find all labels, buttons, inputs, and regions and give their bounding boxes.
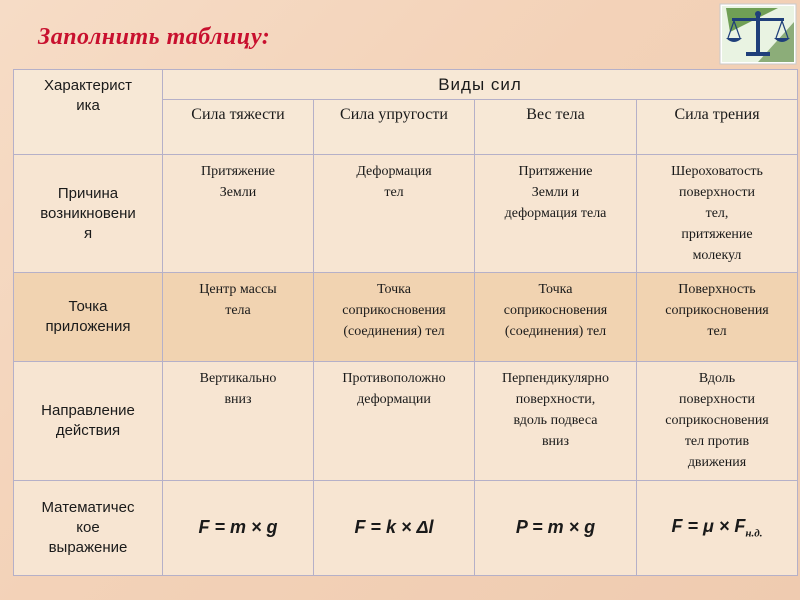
- column-header: Сила тяжести: [163, 100, 314, 155]
- group-header: Виды сил: [163, 70, 798, 100]
- cell-line: притяжение: [681, 227, 753, 243]
- cell-line: Перпендикулярно: [501, 370, 610, 386]
- row-header-line: действия: [55, 421, 121, 439]
- cell-line: вниз: [224, 391, 252, 407]
- formula-cell: [475, 480, 637, 575]
- cell-line: Притяжение: [518, 164, 593, 180]
- cell-line: вниз: [541, 433, 570, 449]
- table-cell: [637, 273, 798, 361]
- cell-line: Земли и: [531, 185, 580, 201]
- cell-line: тел против: [684, 433, 750, 449]
- formula-text: P = m × g: [515, 517, 596, 538]
- row-header-line: Причина: [57, 184, 119, 202]
- column-header: Сила трения: [637, 100, 798, 155]
- cell-line: Точка: [377, 282, 411, 298]
- table-cell: [475, 361, 637, 480]
- formula-cell: [163, 480, 314, 575]
- cell-line: Поверхность: [678, 282, 756, 298]
- corner-header: [14, 70, 163, 155]
- cell-line: деформация тела: [504, 206, 607, 222]
- row-header-line: Точка: [68, 297, 108, 315]
- formula-text: F = μ × F: [671, 516, 746, 537]
- cell-line: Вдоль: [698, 370, 736, 386]
- formula-cell: [314, 480, 475, 575]
- cell-line: Земли: [219, 185, 257, 201]
- cell-line: Шероховатость: [671, 164, 763, 180]
- row-header: [14, 155, 163, 273]
- table-cell: [637, 361, 798, 480]
- table-cell: [163, 155, 314, 273]
- cell-line: соприкосновения: [665, 303, 769, 319]
- cell-line: тел: [707, 324, 727, 340]
- row-header-line: приложения: [45, 317, 131, 335]
- row-header-line: кое: [76, 518, 100, 536]
- cell-line: поверхности,: [515, 391, 596, 407]
- column-header: Вес тела: [475, 100, 637, 155]
- cell-line: соприкосновения: [665, 412, 769, 428]
- column-header: Сила упругости: [314, 100, 475, 155]
- row-header-line: Математичес: [41, 498, 135, 516]
- cell-line: вдоль подвеса: [513, 412, 598, 428]
- formula-text: F = k × Δl: [354, 517, 434, 538]
- cell-line: Деформация: [356, 164, 432, 180]
- corner-header-line: Характерист: [44, 77, 132, 94]
- row-header-line: выражение: [48, 538, 128, 556]
- formula-subscript: н.д.: [745, 527, 763, 540]
- cell-line: Центр массы: [199, 282, 277, 298]
- corner-header-line: ика: [76, 97, 100, 114]
- table-cell: [314, 155, 475, 273]
- cell-line: соприкосновения: [503, 303, 608, 319]
- cell-line: Противоположно: [342, 370, 446, 386]
- cell-line: Притяжение: [201, 164, 275, 180]
- cell-line: тел: [384, 185, 404, 201]
- cell-line: деформации: [357, 391, 431, 407]
- cell-line: поверхности: [679, 185, 755, 201]
- cell-line: соприкосновения: [342, 303, 446, 319]
- formula-text: F = m × g: [198, 517, 278, 538]
- table-cell: [475, 273, 637, 361]
- table-cell: [314, 361, 475, 480]
- table-cell: [163, 273, 314, 361]
- cell-line: поверхности: [679, 391, 755, 407]
- formula-cell: [637, 480, 798, 575]
- table-cell: [314, 273, 475, 361]
- scales-icon: [718, 2, 798, 66]
- cell-line: (соединения) тел: [504, 324, 607, 340]
- cell-line: молекул: [692, 248, 742, 264]
- row-header: [14, 361, 163, 480]
- cell-line: Вертикально: [199, 370, 277, 386]
- cell-line: (соединения) тел: [343, 324, 445, 340]
- cell-line: движения: [687, 454, 747, 470]
- row-header: [14, 273, 163, 361]
- cell-line: тела: [225, 303, 251, 319]
- table-cell: [475, 155, 637, 273]
- cell-line: тел,: [705, 206, 729, 222]
- forces-table: [13, 69, 798, 576]
- slide-title: Заполнить таблицу:: [38, 24, 271, 50]
- table-cell: [637, 155, 798, 273]
- row-header-line: я: [83, 224, 93, 242]
- row-header: [14, 480, 163, 575]
- row-header-line: возникновени: [40, 204, 136, 222]
- table-cell: [163, 361, 314, 480]
- cell-line: Точка: [538, 282, 573, 298]
- row-header-line: Направление: [41, 401, 135, 419]
